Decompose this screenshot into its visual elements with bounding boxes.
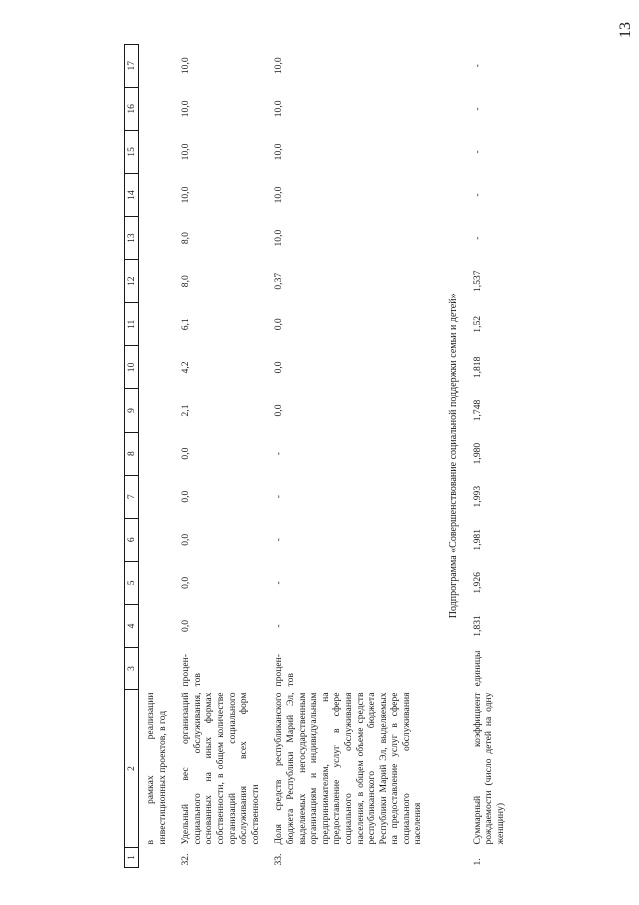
value-cell: -	[273, 581, 285, 585]
value-cell: 2,1	[180, 404, 192, 417]
col-header: 13	[125, 217, 139, 260]
page-number: 13	[617, 22, 634, 38]
value-cell: -	[273, 451, 285, 456]
value-cell	[139, 217, 169, 260]
value-cell	[139, 87, 169, 130]
value-cell: -	[273, 624, 285, 628]
col-header: 8	[125, 432, 139, 475]
table-row	[468, 44, 507, 867]
value-cell: 0,0	[273, 361, 285, 374]
col-header: 15	[125, 130, 139, 173]
value-cell: 1,980	[471, 442, 483, 465]
indicator-name: Доля средств республиканского бюджета Республики Марий Эл, выделяемых негосударственным организациям и индивидуальным предпринимателям, на предоставление услуг в сфере социального обслуживания населения, в общем объеме средств республиканского бюджета Республики Марий Эл, выделяемых на предоставление услуг в сфере социального обслуживания населения	[273, 692, 424, 845]
unit: процен-тов	[273, 654, 296, 687]
value-cell: 1,818	[471, 356, 483, 379]
col-header: 5	[125, 561, 139, 604]
table-row	[139, 44, 169, 867]
value-cell: 10,0	[180, 143, 192, 161]
value-cell: 1,537	[471, 270, 483, 292]
value-cell: 1,52	[471, 315, 483, 333]
rotated-page-content	[124, 44, 639, 868]
col-header: 1	[125, 848, 139, 868]
indicator-name: в рамках реализации инвестиционных проектов, в год	[145, 692, 168, 845]
col-header: 9	[125, 389, 139, 432]
value-cell	[139, 475, 169, 518]
value-cell: 0,0	[180, 576, 192, 589]
indicator-name: Суммарный коэффициент рождаемости (число детей на одну женщину)	[471, 692, 506, 845]
value-cell: 0,0	[180, 490, 192, 503]
col-header: 6	[125, 518, 139, 561]
col-header: 3	[125, 648, 139, 690]
subprogram-row	[424, 44, 468, 867]
value-cell: 10,0	[273, 100, 285, 118]
value-cell	[139, 260, 169, 303]
value-cell: 10,0	[180, 57, 192, 75]
table-row	[261, 44, 424, 867]
value-cell: 0,0	[180, 533, 192, 546]
value-cell: 10,0	[273, 143, 285, 161]
value-cell: -	[471, 150, 483, 154]
value-cell: -	[273, 538, 285, 542]
value-cell	[139, 130, 169, 173]
indicators-table	[124, 44, 506, 868]
col-header: 4	[125, 604, 139, 647]
col-header: 16	[125, 87, 139, 130]
unit: единицы	[471, 650, 483, 687]
value-cell: 10,0	[273, 186, 285, 204]
col-header: 10	[125, 346, 139, 389]
col-header: 12	[125, 260, 139, 303]
value-cell: 4,2	[180, 361, 192, 374]
row-number: 1.	[471, 858, 483, 866]
value-cell: 1,926	[471, 572, 483, 594]
indicator-name: Удельный вес организаций социального обслуживания, основанных на иных формах собственности, в общем количестве организаций социального обслуживания всех форм собственности	[180, 692, 261, 845]
row-number	[139, 848, 169, 868]
value-cell: -	[471, 107, 483, 111]
value-cell	[139, 44, 169, 87]
col-header: 14	[125, 173, 139, 216]
value-cell: 1,831	[471, 615, 483, 637]
value-cell: -	[471, 236, 483, 240]
value-cell: 1,748	[471, 399, 483, 422]
value-cell	[139, 432, 169, 475]
value-cell	[139, 389, 169, 432]
value-cell	[139, 346, 169, 389]
unit: процен-тов	[180, 654, 203, 687]
value-cell: 8,0	[180, 275, 192, 288]
table-row	[168, 44, 261, 867]
value-cell: 1,981	[471, 528, 483, 551]
row-number: 32.	[180, 853, 192, 866]
value-cell: 10,0	[180, 186, 192, 204]
value-cell: 10,0	[273, 57, 285, 75]
value-cell	[139, 561, 169, 604]
value-cell	[139, 173, 169, 216]
value-cell: 10,0	[273, 229, 285, 247]
col-header: 11	[125, 303, 139, 346]
value-cell: -	[471, 193, 483, 197]
value-cell: 0,0	[273, 318, 285, 331]
value-cell: 0,37	[273, 272, 285, 290]
value-cell: 8,0	[180, 232, 192, 245]
row-number: 33.	[273, 853, 285, 866]
col-header: 2	[125, 690, 139, 848]
subprogram-title: Подпрограмма «Совершенствование социальной поддержки семьи и детей»	[448, 293, 460, 619]
value-cell: 0,0	[180, 619, 192, 632]
value-cell: 0,0	[273, 404, 285, 417]
value-cell: 6,1	[180, 318, 192, 331]
value-cell	[139, 518, 169, 561]
value-cell	[139, 604, 169, 647]
value-cell: 0,0	[180, 447, 192, 460]
value-cell: -	[471, 64, 483, 68]
col-header: 7	[125, 475, 139, 518]
value-cell	[139, 303, 169, 346]
unit	[139, 648, 169, 690]
value-cell: 10,0	[180, 100, 192, 118]
value-cell: -	[273, 495, 285, 499]
col-header: 17	[125, 44, 139, 87]
value-cell: 1,993	[471, 485, 483, 508]
column-number-row	[125, 44, 139, 867]
